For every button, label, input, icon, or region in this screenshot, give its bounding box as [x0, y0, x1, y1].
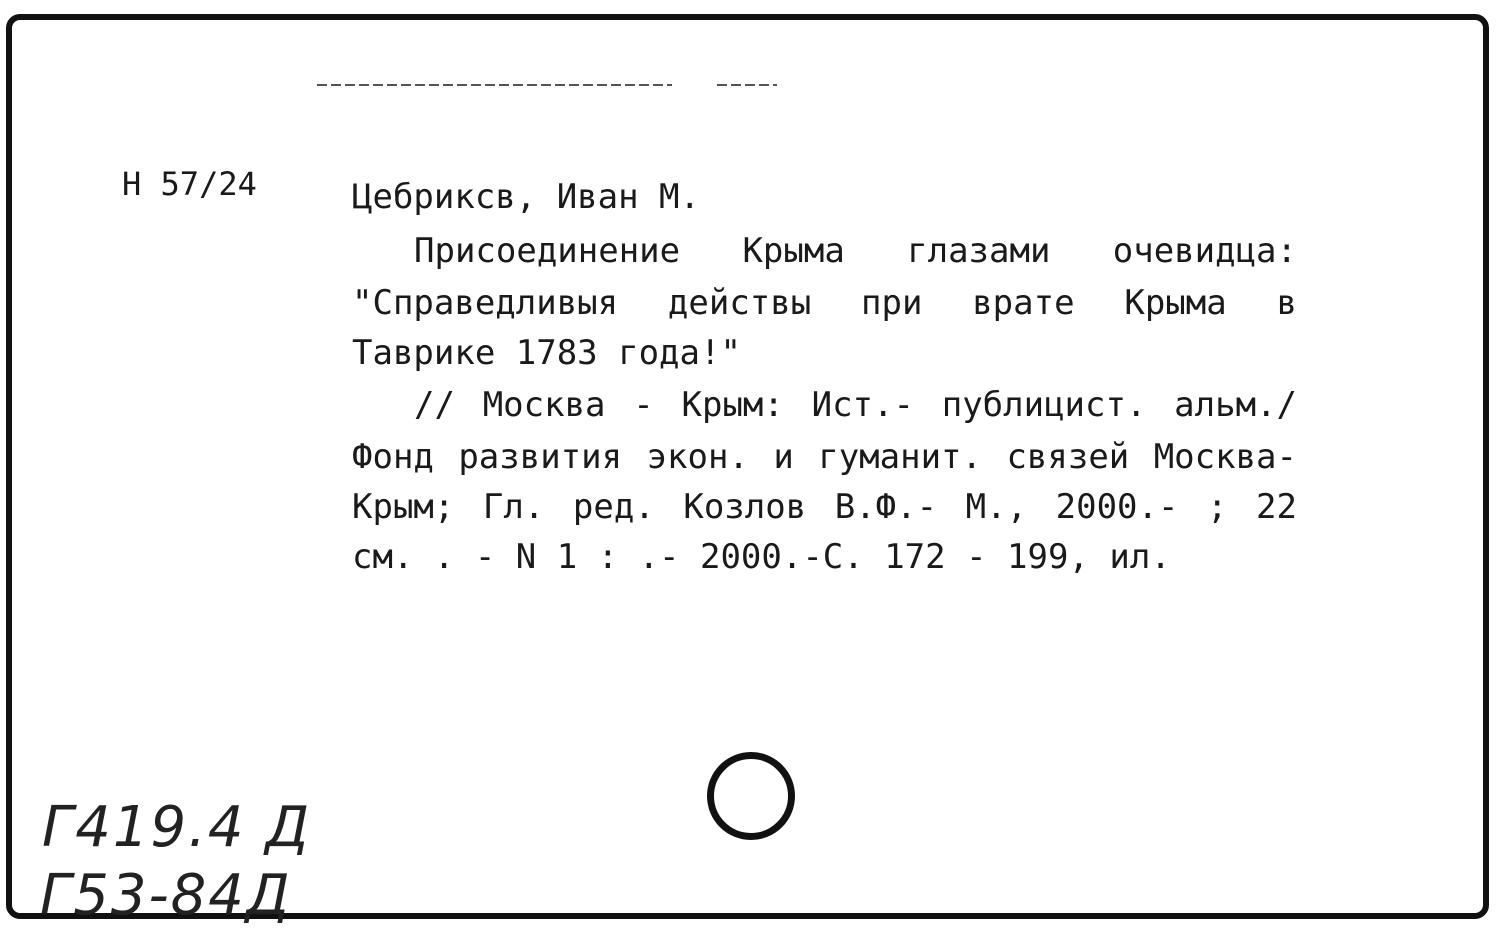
catalog-card — [6, 14, 1489, 928]
handwritten-code: Г419.4 Д — [42, 795, 312, 860]
author-heading: Цебриксв, Иван М. — [352, 177, 700, 217]
top-dashed-line-short — [717, 84, 777, 86]
source-line: // Москва - Крым: Ист.- публицист. альм./ — [414, 385, 1297, 425]
card-punch-hole — [707, 752, 795, 840]
source-line: Фонд развития экон. и гуманит. связей Москва- — [352, 437, 1297, 477]
shelfmark: Н 57/24 — [122, 165, 257, 203]
source-line: Крым; Гл. ред. Козлов В.Ф.- М., 2000.- ; 22 — [352, 487, 1297, 527]
title-line: "Справедливыя действы при врате Крыма в — [352, 283, 1297, 323]
title-line: Таврике 1783 года!" — [352, 333, 741, 373]
handwritten-code: Г53-84Д — [40, 863, 292, 928]
title-line: Присоединение Крыма глазами очевидца: — [414, 231, 1297, 271]
top-dashed-line — [317, 84, 672, 86]
source-line: см. . - N 1 : .- 2000.-С. 172 - 199, ил. — [352, 537, 1171, 577]
